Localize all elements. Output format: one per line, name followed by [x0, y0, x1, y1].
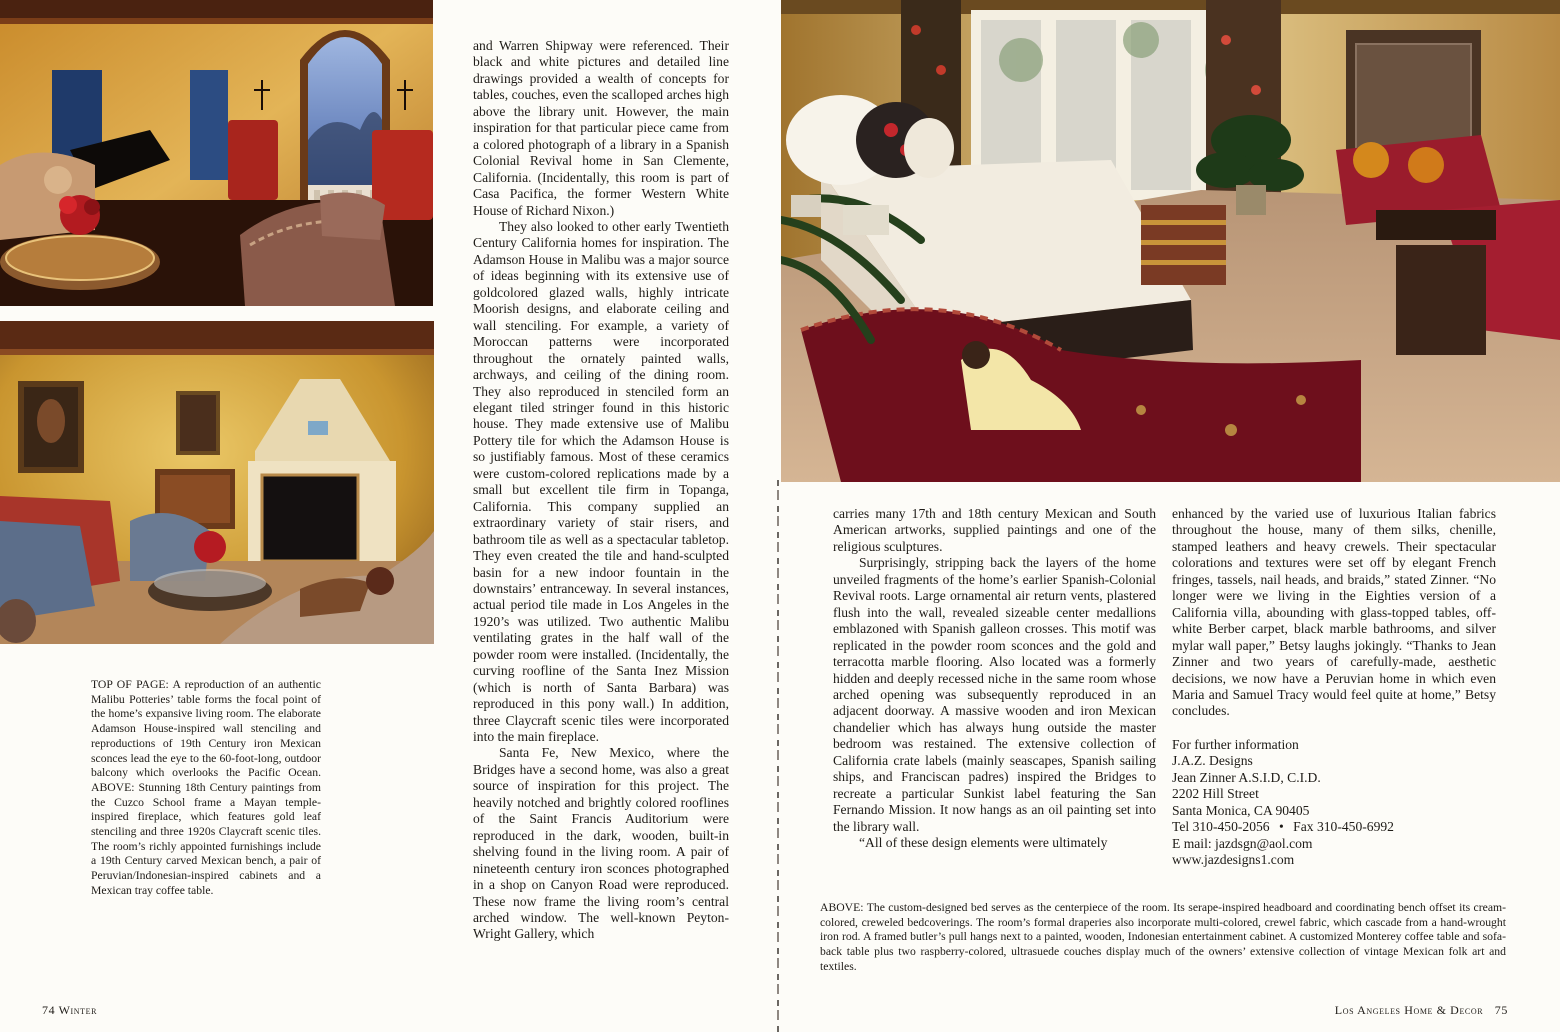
magazine-name: Los Angeles Home & Decor — [1334, 1003, 1484, 1017]
contact-separator: • — [1279, 819, 1284, 835]
page-number-right: 75 — [1494, 1003, 1508, 1017]
right-page-text-column-2 — [1172, 506, 1496, 720]
paragraph: enhanced by the varied use of luxurious Italian fabrics throughout the house, many of them silks, chenille, stamped leathers and heavy crewels. Their spectacular colorations and textures were set off by elegant French fringes, tassels, nail heads, and braids,” stated Zinner. “No longer were we living in the Eighties version of a California villa, abounding with glass-topped tables, off-white Berber carpet, black marble bathrooms, and silver mylar wall paper,” Betsy laughs jokingly. “Thanks to Jean Zinner and two years of carefully-made, aesthetic decisions, we now have a Peruvian home in which even Maria and Samuel Tracy would feel quite at home,” Betsy concludes. — [1172, 506, 1496, 719]
contact-company: J.A.Z. Designs — [1172, 753, 1253, 769]
contact-website: www.jazdesigns1.com — [1172, 852, 1295, 868]
contact-phone-fax — [1172, 819, 1502, 835]
contact-designer: Jean Zinner A.S.I.D, C.I.D. — [1172, 769, 1321, 785]
contact-tel: Tel 310-450-2056 — [1172, 819, 1270, 835]
contact-info-block — [1172, 737, 1502, 869]
paragraph: Surprisingly, stripping back the layers of the home unveiled fragments of the home’s earlier Spanish-Colonial Revival roots. Large ornamental air return vents, plastered flush into the wall, revealed sizeable center medallions emblazoned with Spanish galleon crosses. This motif was replicated in the powder room sconces and the gold and terracotta marble flooring. Also located was a formerly hidden and deeply recessed niche in the same room whose arched opening was subsequently reproduced in an adjacent doorway. A massive wooden and iron Mexican chandelier which has always hung outside the master bedroom was restained. The extensive collection of California crate labels (mainly seascapes, Spanish sailing ships, and Franciscan padres) inspired the Bridges to recreate a particular Sunkist label featuring the San Fernando Mission. It now hangs as an oil painting set into the library wall. — [833, 555, 1156, 834]
right-photo-caption — [820, 901, 1506, 975]
page-number-left: 74 Winter — [42, 1003, 98, 1017]
paragraph: “All of these design elements were ultimately — [859, 835, 1108, 851]
paragraph: and Warren Shipway were referenced. Their black and white pictures and detailed line drawings provided a wealth of concepts for tables, couches, even the scalloped arches high above the library unit. However, the main inspiration for that particular piece came from a colored photograph of a library in a Spanish Colonial Revival home in San Clemente, California. (Incidentally, this room is part of Casa Pacifica, the former Western White House of Richard Nixon.) — [473, 38, 729, 218]
right-folio — [1335, 1003, 1508, 1018]
left-folio — [42, 1003, 97, 1018]
contact-email: E mail: jazdsgn@aol.com — [1172, 835, 1313, 851]
caption-text: ABOVE: The custom-designed bed serves as the centerpiece of the room. Its serape-inspired headboard and coordinating bench offset its cream-colored, creweled bedcoverings. The room’s formal draperies also incorporate multi-colored, crewel fabric, which cascade from a hand-wrought iron rod. A framed butler’s pull hangs next to a painted, wooden, Indonesian entertainment cabinet. A customized Monterey coffee table and sofa-back table plus two raspberry-colored, ultrasuede couches display much of the owners’ extensive collection of vintage Mexican folk art and textiles. — [820, 901, 1506, 973]
contact-fax: Fax 310-450-6992 — [1293, 819, 1394, 835]
paragraph: They also looked to other early Twentieth Century California homes for inspiration. The Adamson House in Malibu was a major source of ideas beginning with its extensive use of goldcolored glazed walls, highly intricate Moorish designs, and elaborate ceiling and wall stenciling. For example, a variety of Moroccan patterns were incorporated throughout the ornately painted walls, archways, and ceiling of the dining room. They also reproduced in stenciled form an elegant tiled stringer found in this historic house. They made extensive use of Malibu Pottery tile for which the Adamson House is so justifiably famous. Most of these ceramics were custom-colored replications made by a small but excellent tile firm in Topanga, California. This company supplied an extraordinary variety of stair risers, and bathroom tile as well as a spectacular tabletop. They even created the tile and hand-sculpted basin for a new indoor fountain in the downstairs’ entranceway. In several instances, actual period tile made in Los Angeles in the 1920’s was utilized. Two authentic Malibu ventilating grates in the half wall of the powder room were installed. (Incidentally, the curving roofline of the Santa Inez Mission (which is north of Santa Barbara) was reproduced in this pony wall.) In addition, three Claycraft scenic tiles were incorporated into the main fireplace. — [473, 218, 729, 745]
paragraph: Santa Fe, New Mexico, where the Bridges have a second home, was also a great source of inspiration for this project. The heavily notched and brightly colored rooflines of the Saint Francis Auditorium were reproduced in the dark, wooden, built-in shelving found in the living room. A pair of nineteenth century iron sconces photographed in a shop on Canyon Road were reproduced. These now frame the living room’s central arched window. The well-known Peyton-Wright Gallery, which — [473, 745, 729, 942]
master-bedroom-photo — [781, 0, 1560, 482]
contact-city: Santa Monica, CA 90405 — [1172, 802, 1310, 818]
left-photo-caption — [91, 678, 321, 899]
contact-street: 2202 Hill Street — [1172, 786, 1259, 802]
paragraph: carries many 17th and 18th century Mexican and South American artworks, supplied paintings and one of the religious sculptures. — [833, 506, 1156, 554]
right-page-text-column-1 — [833, 506, 1156, 852]
contact-heading: For further information — [1172, 737, 1299, 752]
living-room-photo — [0, 0, 433, 306]
page-gutter — [777, 480, 779, 1032]
left-page-text-column — [473, 38, 729, 943]
caption-text: TOP OF PAGE: A reproduction of an authentic Malibu Potteries’ table forms the focal point of the home’s expansive living room. The elaborate Adamson House-inspired wall stenciling and reproductions of 19th Century iron Mexican sconces lead the eye to the 60-foot-long, outdoor balcony which overlooks the Pacific Ocean. ABOVE: Stunning 18th Century paintings from the Cuzco School frame a Mayan temple-inspired fireplace, which features gold leaf stenciling and three 1920s Claycraft scenic tiles. The room’s richly appointed furnishings include a 19th Century carved Mexican bench, a pair of Peruvian/Indonesian-inspired cabinets and a Mexican tray coffee table. — [91, 678, 321, 897]
fireplace-room-photo — [0, 321, 434, 644]
